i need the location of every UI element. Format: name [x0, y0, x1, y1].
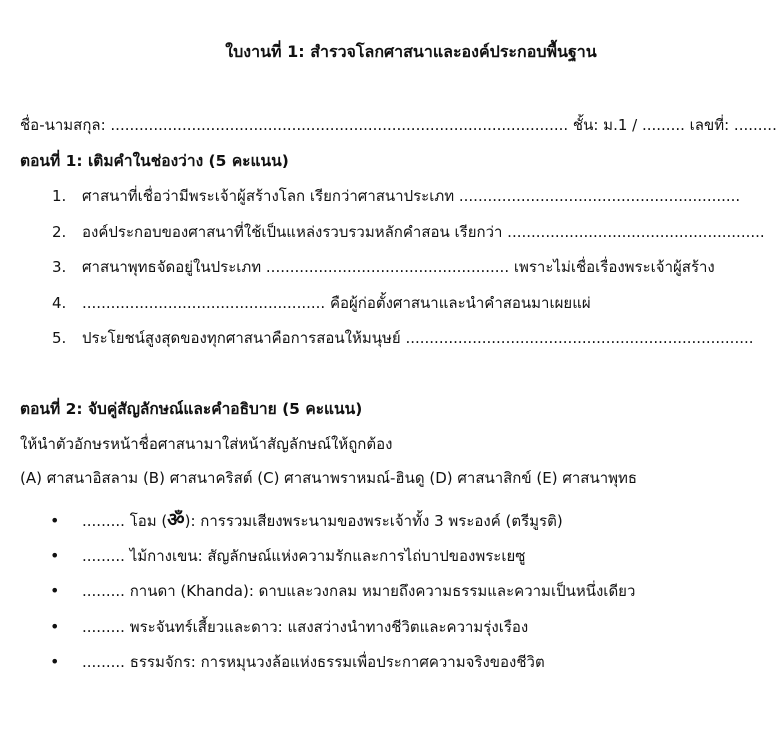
question-number: 1. — [52, 187, 67, 205]
question-number: 2. — [52, 223, 67, 241]
item-text: กานดา (Khanda): ดาบและวงกลม หมายถึงความธรรมและความเป็นหนึ่งเดียว — [124, 582, 636, 600]
answer-blank: ......... — [82, 653, 125, 671]
question-text: ศาสนาพุทธจัดอยู่ในประเภท ................................................... เพราะไม่เชื่อเรื่องพระเจ้าผู้สร้าง — [82, 258, 715, 276]
item-text: พระจันทร์เสี้ยวและดาว: แสงสว่างนำทางชีวิตและความรุ่งเรือง — [124, 618, 529, 636]
religion-choices: (A) ศาสนาอิสลาม (B) ศาสนาคริสต์ (C) ศาสนาพราหมณ์-ฮินดู (D) ศาสนาสิกข์ (E) ศาสนาพุทธ — [20, 469, 638, 487]
matching-item — [50, 545, 525, 567]
bullet-icon: • — [50, 581, 60, 600]
answer-blank: ......... — [82, 547, 125, 565]
bullet-icon: • — [50, 511, 60, 530]
question-number: 3. — [52, 258, 67, 276]
om-symbol-icon: ॐ — [167, 509, 185, 531]
matching-item — [50, 616, 528, 638]
bullet-icon: • — [50, 546, 60, 565]
matching-item — [50, 651, 545, 673]
item-text: ธรรมจักร: การหมุนวงล้อแห่งธรรมเพื่อประกาศความจริงของชีวิต — [124, 653, 545, 671]
question-item — [52, 221, 765, 243]
question-item — [52, 327, 754, 349]
question-number: 5. — [52, 329, 67, 347]
bullet-icon: • — [50, 617, 60, 636]
question-text: ประโยชน์สูงสุดของทุกศาสนาคือการสอนให้มนุษย์ ......................................................................... — [82, 329, 754, 347]
worksheet-title: ใบงานที่ 1: สำรวจโลกศาสนาและองค์ประกอบพื้นฐาน — [225, 42, 597, 61]
question-item — [52, 256, 715, 278]
matching-item — [50, 509, 563, 532]
matching-item — [50, 580, 635, 602]
question-item — [52, 292, 591, 314]
item-text: ไม้กางเขน: สัญลักษณ์แห่งความรักและการไถ่บาปของพระเยซู — [124, 547, 526, 565]
answer-blank: ......... — [82, 512, 125, 530]
question-text: ศาสนาที่เชื่อว่ามีพระเจ้าผู้สร้างโลก เรียกว่าศาสนาประเภท ........................................................... — [82, 187, 741, 205]
question-item — [52, 185, 740, 207]
part2-instruction: ให้นำตัวอักษรหน้าชื่อศาสนามาใส่หน้าสัญลักษณ์ให้ถูกต้อง — [20, 435, 393, 453]
question-text: องค์ประกอบของศาสนาที่ใช้เป็นแหล่งรวบรวมหลักคำสอน เรียกว่า ...................................................... — [82, 223, 765, 241]
answer-blank: ......... — [82, 582, 125, 600]
item-text-after: ): การรวมเสียงพระนามของพระเจ้าทั้ง 3 พระองค์ (ตรีมูรติ) — [184, 512, 563, 530]
item-text: โอม ( — [124, 512, 168, 530]
answer-blank: ......... — [82, 618, 125, 636]
student-info-line: ชื่อ-นามสกุล: ................................................................................................ ชั้น: ม.1 / ......... เลขที่: ......... — [20, 116, 777, 134]
question-text: ................................................... คือผู้ก่อตั้งศาสนาและนำคำสอนมาเผยแผ่ — [82, 294, 591, 312]
part2-heading: ตอนที่ 2: จับคู่สัญลักษณ์และคำอธิบาย (5 คะแนน) — [20, 400, 363, 418]
bullet-icon: • — [50, 652, 60, 671]
part1-heading: ตอนที่ 1: เติมคำในช่องว่าง (5 คะแนน) — [20, 152, 289, 170]
question-number: 4. — [52, 294, 67, 312]
